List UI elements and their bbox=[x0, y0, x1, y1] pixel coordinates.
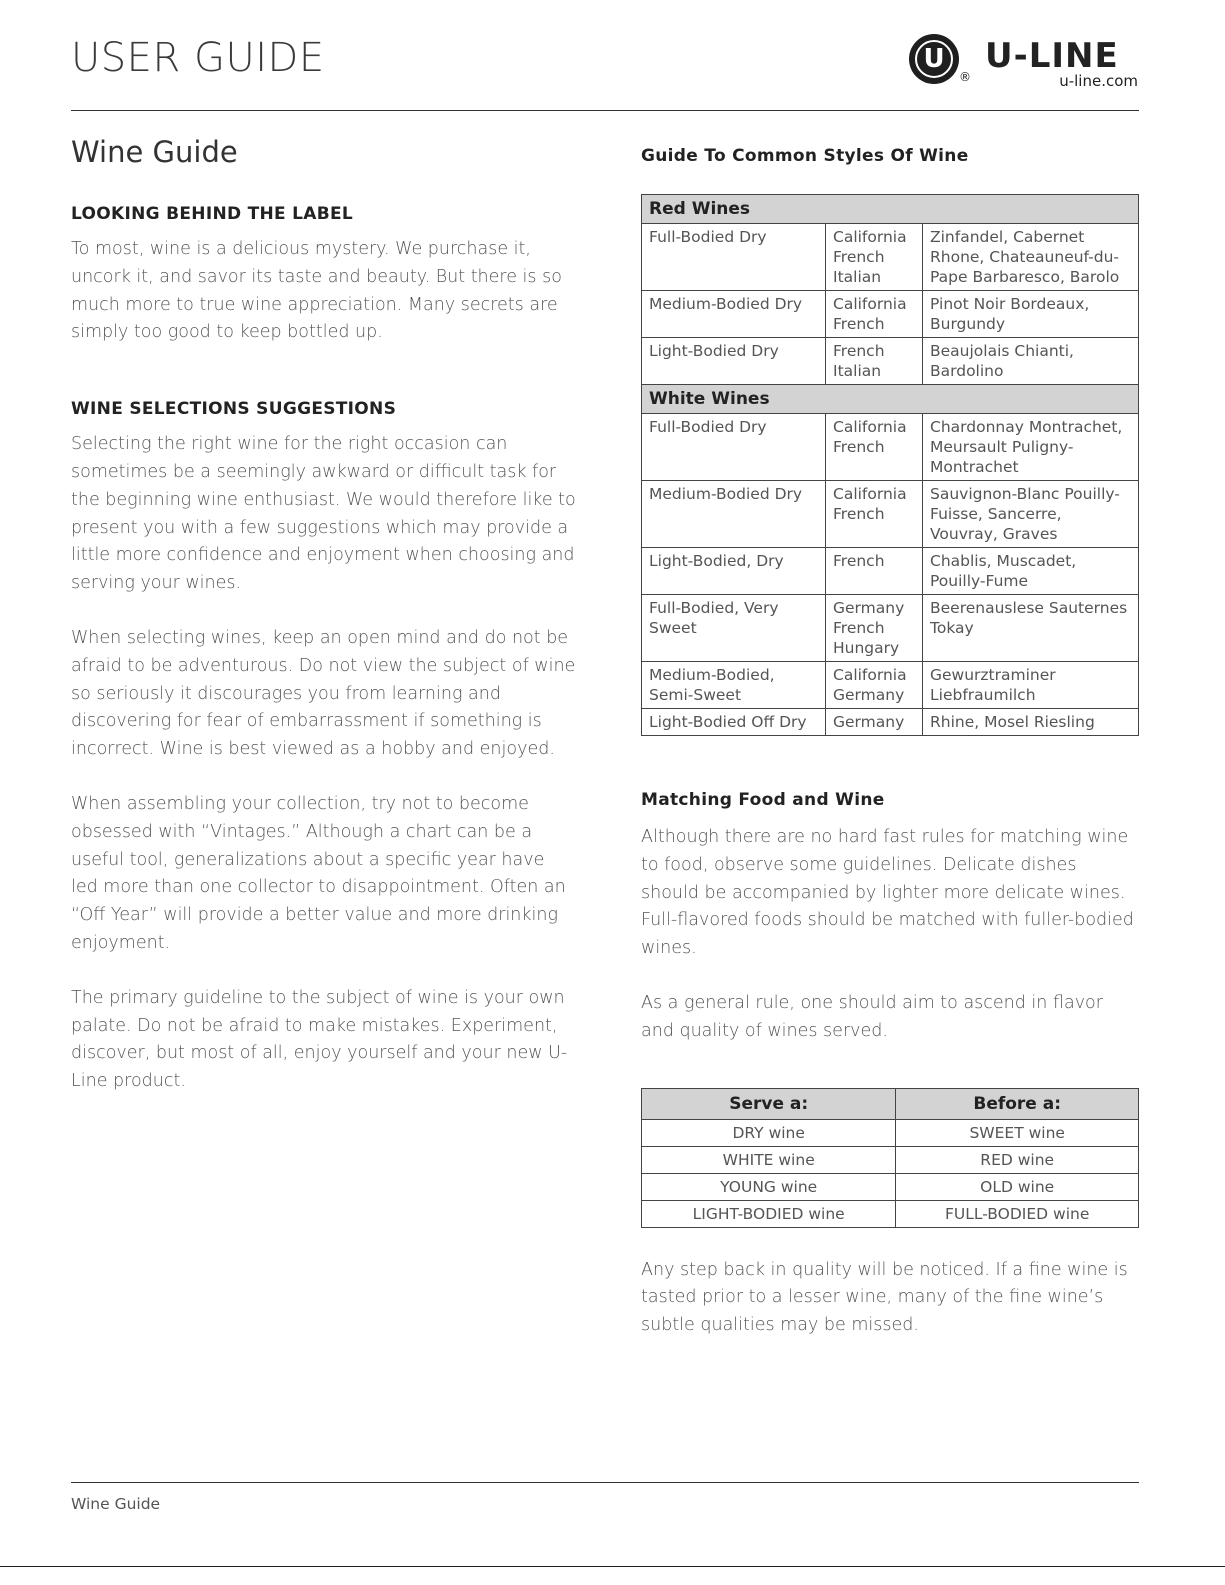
white-wine-row bbox=[642, 414, 1139, 481]
wines-cell: Beerenauslese Sauternes Tokay bbox=[923, 595, 1139, 662]
paragraph-suggestions-2: When selecting wines, keep an open mind and do not be afraid to be adventurous. Do not view the subject of wine so seriously it discourages you from learning and discovering for fear of embarrassment if something is incorrect. Wine is best viewed as a hobby and enjoyed. bbox=[71, 627, 576, 760]
serve-order-row bbox=[642, 1146, 1139, 1173]
red-wine-row bbox=[642, 224, 1139, 291]
page-bottom-edge bbox=[0, 1566, 1225, 1567]
wines-cell: Chardonnay Montrachet, Meursault Puligny-Montrachet bbox=[923, 414, 1139, 481]
left-column bbox=[71, 132, 576, 1096]
style-cell: Medium-Bodied Dry bbox=[642, 291, 826, 338]
white-wine-row bbox=[642, 548, 1139, 595]
page-header-title: USER GUIDE bbox=[71, 35, 325, 81]
registered-mark: ® bbox=[959, 70, 971, 84]
regions-cell: French Italian bbox=[826, 338, 923, 385]
page-header bbox=[71, 34, 1139, 111]
regions-cell: French bbox=[826, 548, 923, 595]
wines-cell: Rhine, Mosel Riesling bbox=[923, 709, 1139, 736]
regions-cell: California French bbox=[826, 481, 923, 548]
regions-cell: California Germany bbox=[826, 662, 923, 709]
serve-cell: WHITE wine bbox=[642, 1146, 896, 1173]
styles-heading: Guide To Common Styles Of Wine bbox=[641, 146, 969, 166]
style-cell: Full-Bodied Dry bbox=[642, 414, 826, 481]
paragraph-suggestions-4: The primary guideline to the subject of wine is your own palate. Do not be afraid to make mistakes. Experiment, discover, but most of all, enjoy yourself and your new U-Line product. bbox=[71, 987, 568, 1092]
serve-cell: YOUNG wine bbox=[642, 1173, 896, 1200]
logo-url: u-line.com bbox=[1059, 72, 1138, 90]
paragraph-label-intro: To most, wine is a delicious mystery. We purchase it, uncork it, and savor its taste and beauty. But there is so much more to true wine appreciation. Many secrets are simply too good to keep bottled up. bbox=[71, 239, 562, 343]
u-line-logo-icon: U bbox=[909, 34, 959, 84]
footer-divider bbox=[71, 1482, 1139, 1483]
style-cell: Light-Bodied, Dry bbox=[642, 548, 826, 595]
style-cell: Medium-Bodied Dry bbox=[642, 481, 826, 548]
wines-cell: Chablis, Muscadet, Pouilly-Fume bbox=[923, 548, 1139, 595]
matching-heading: Matching Food and Wine bbox=[641, 790, 885, 810]
style-cell: Light-Bodied Off Dry bbox=[642, 709, 826, 736]
wine-styles-table bbox=[641, 194, 1139, 736]
paragraph-suggestions-3: When assembling your collection, try not to become obsessed with “Vintages.” Although a chart can be a useful tool, generalizations about a specific year have led more than one collector to disappointment. Often an “Off Year” will provide a better value and more drinking enjoyment. bbox=[71, 793, 566, 953]
regions-cell: California French bbox=[826, 414, 923, 481]
page-title: Wine Guide bbox=[71, 135, 238, 169]
before-cell: RED wine bbox=[896, 1146, 1139, 1173]
section-heading-label: LOOKING BEHIND THE LABEL bbox=[71, 204, 354, 224]
regions-cell: California French Italian bbox=[826, 224, 923, 291]
white-wine-row bbox=[642, 481, 1139, 548]
wines-cell: Sauvignon-Blanc Pouilly-Fuisse, Sancerre, Vouvray, Graves bbox=[923, 481, 1139, 548]
white-wines-header-row bbox=[642, 385, 1139, 414]
paragraph-matching-1: Although there are no hard fast rules for matching wine to food, observe some guidelines. Delicate dishes should be accompanied by lighter more delicate wines. Full-flavored foods should be matched with fuller-bodied wines. bbox=[641, 827, 1134, 959]
regions-cell: California French bbox=[826, 291, 923, 338]
serve-order-table bbox=[641, 1088, 1139, 1228]
paragraph-suggestions-1: Selecting the right wine for the right occasion can sometimes be a seemingly awkward or difficult task for the beginning wine enthusiast. We would therefore like to present you with a few suggestions which may provide a little more confidence and enjoyment when choosing and serving your wines. bbox=[71, 434, 576, 594]
before-cell: OLD wine bbox=[896, 1173, 1139, 1200]
logo-wordmark: U-LINE bbox=[985, 36, 1119, 76]
wines-cell: Pinot Noir Bordeaux, Burgundy bbox=[923, 291, 1139, 338]
serve-order-row bbox=[642, 1200, 1139, 1227]
paragraph-matching-2: As a general rule, one should aim to ascend in flavor and quality of wines served. bbox=[641, 992, 1103, 1041]
before-cell: FULL-BODIED wine bbox=[896, 1200, 1139, 1227]
red-wines-heading: Red Wines bbox=[642, 195, 1139, 224]
style-cell: Full-Bodied, Very Sweet bbox=[642, 595, 826, 662]
white-wines-heading: White Wines bbox=[642, 385, 1139, 414]
style-cell: Medium-Bodied, Semi-Sweet bbox=[642, 662, 826, 709]
regions-cell: Germany French Hungary bbox=[826, 595, 923, 662]
serve-order-row bbox=[642, 1119, 1139, 1146]
serve-table-header-row bbox=[642, 1088, 1139, 1119]
white-wine-row bbox=[642, 662, 1139, 709]
serve-cell: DRY wine bbox=[642, 1119, 896, 1146]
wines-cell: Beaujolais Chianti, Bardolino bbox=[923, 338, 1139, 385]
style-cell: Light-Bodied Dry bbox=[642, 338, 826, 385]
serve-cell: LIGHT-BODIED wine bbox=[642, 1200, 896, 1227]
footer-label: Wine Guide bbox=[71, 1495, 161, 1513]
brand-logo bbox=[909, 34, 1139, 96]
white-wine-row bbox=[642, 595, 1139, 662]
serve-order-row bbox=[642, 1173, 1139, 1200]
red-wine-row bbox=[642, 291, 1139, 338]
wines-cell: Gewurztraminer Liebfraumilch bbox=[923, 662, 1139, 709]
red-wines-header-row bbox=[642, 195, 1139, 224]
paragraph-closing: Any step back in quality will be noticed. If a fine wine is tasted prior to a lesser wine, many of the fine wine’s subtle qualities may be missed. bbox=[641, 1259, 1128, 1336]
section-heading-suggestions: WINE SELECTIONS SUGGESTIONS bbox=[71, 399, 397, 420]
before-column-header: Before a: bbox=[896, 1088, 1139, 1119]
style-cell: Full-Bodied Dry bbox=[642, 224, 826, 291]
white-wine-row bbox=[642, 709, 1139, 736]
before-cell: SWEET wine bbox=[896, 1119, 1139, 1146]
regions-cell: Germany bbox=[826, 709, 923, 736]
serve-column-header: Serve a: bbox=[642, 1088, 896, 1119]
red-wine-row bbox=[642, 338, 1139, 385]
wines-cell: Zinfandel, Cabernet Rhone, Chateauneuf-du-Pape Barbaresco, Barolo bbox=[923, 224, 1139, 291]
right-column bbox=[641, 132, 1139, 1340]
